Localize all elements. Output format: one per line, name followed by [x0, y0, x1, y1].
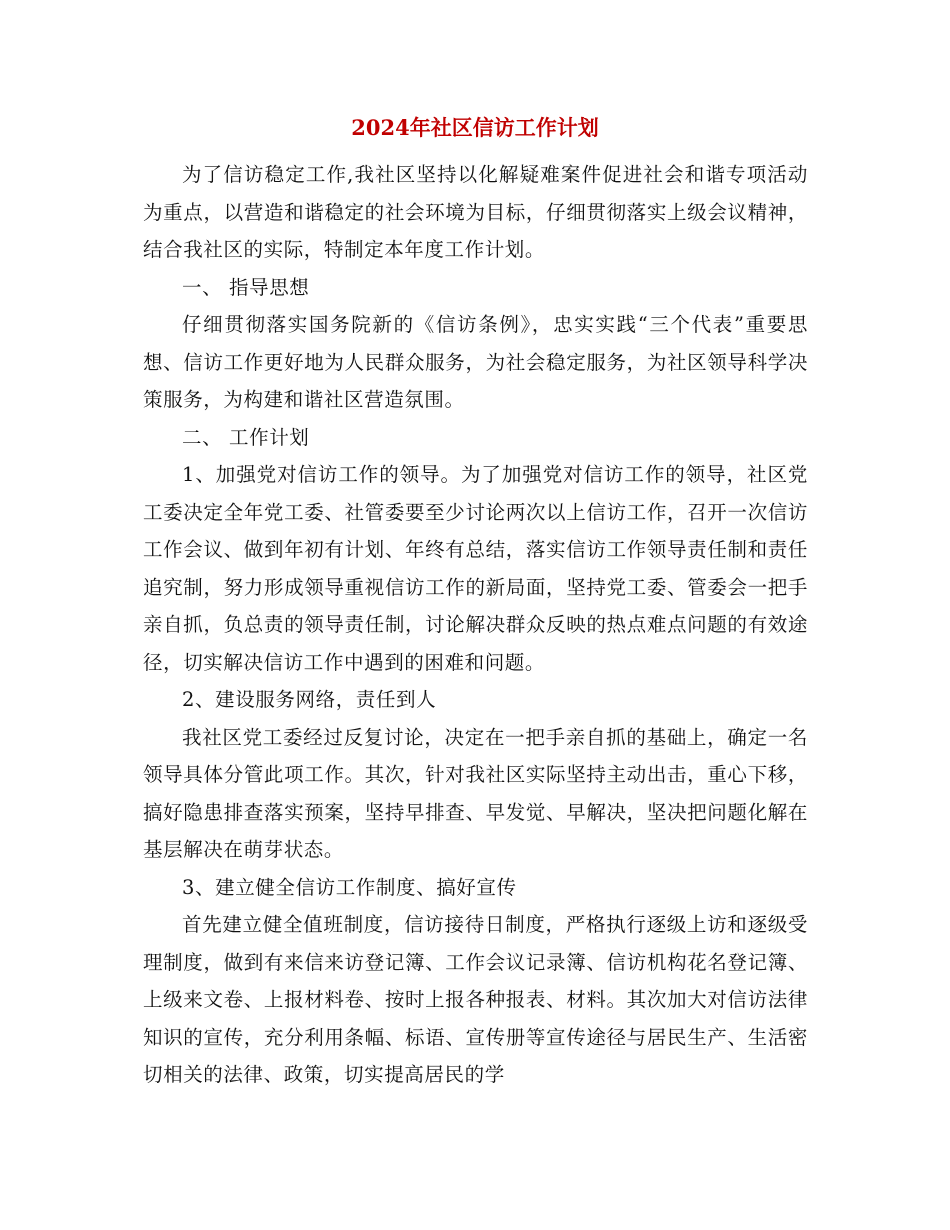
work-plan-item-2-paragraph: 我社区党工委经过反复讨论，决定在一把手亲自抓的基础上，确定一名领导具体分管此项工作。其次，针对我社区实际坚持主动出击，重心下移，搞好隐患排查落实预案，坚持早排查、早发觉、早解决，坚决把问题化解在基层解决在萌芽状态。: [143, 725, 808, 861]
work-plan-item-3-heading: 3、建立健全信访工作制度、搞好宣传: [182, 875, 517, 899]
work-plan-item-3-paragraph: 首先建立健全值班制度，信访接待日制度，严格执行逐级上访和逐级受理制度，做到有来信来访登记簿、工作会议记录簿、信访机构花名登记簿、上级来文卷、上报材料卷、按时上报各种报表、材料。其次加大对信访法律知识的宣传，充分利用条幅、标语、宣传册等宣传途径与居民生产、生活密切相关的法律、政策，切实提高居民的学: [143, 913, 808, 1086]
guiding-ideology-paragraph: 仔细贯彻落实国务院新的《信访条例》，忠实实践“三个代表”重要思想、信访工作更好地为人民群众服务，为社会稳定服务，为社区领导科学决策服务，为构建和谐社区营造氛围。: [143, 313, 808, 411]
work-plan-item-2-heading: 2、建设服务网络，责任到人: [182, 688, 437, 711]
section-heading-work-plan: 二、 工作计划: [182, 425, 310, 449]
intro-paragraph: 为了信访稳定工作,我社区坚持以化解疑难案件促进社会和谐专项活动为重点，以营造和谐稳定的社会环境为目标，仔细贯彻落实上级会议精神，结合我社区的实际，特制定本年度工作计划。: [143, 163, 808, 261]
section-heading-guiding-ideology: 一、 指导思想: [182, 275, 310, 299]
work-plan-item-1: 1、加强党对信访工作的领导。为了加强党对信访工作的领导，社区党工委决定全年党工委、社管委要至少讨论两次以上信访工作，召开一次信访工作会议、做到年初有计划、年终有总结，落实信访工作领导责任制和责任追究制，努力形成领导重视信访工作的新局面，坚持党工委、管委会一把手亲自抓，负总责的领导责任制，讨论解决群众反映的热点难点问题的有效途径，切实解决信访工作中遇到的困难和问题。: [143, 463, 808, 674]
document-title: 2024年社区信访工作计划: [351, 115, 599, 140]
document-body: [143, 156, 808, 1094]
